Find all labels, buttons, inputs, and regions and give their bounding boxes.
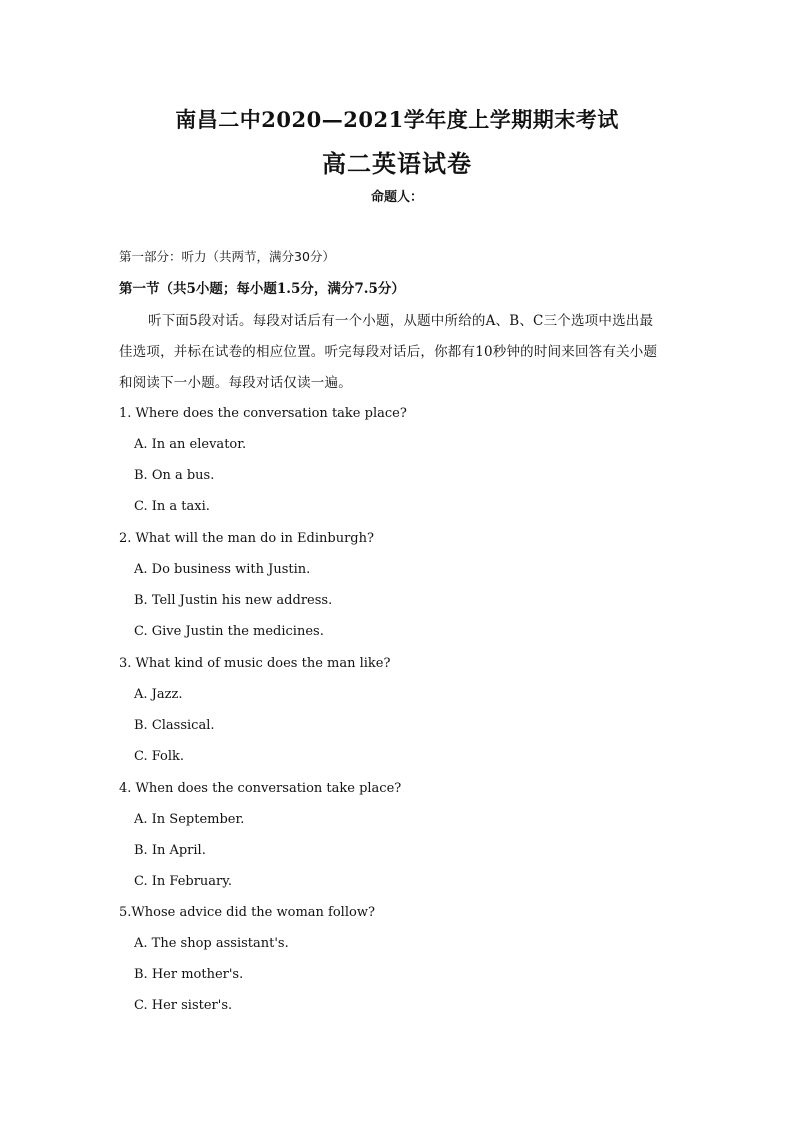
question-2-option-c: C. Give Justin the medicines.	[134, 624, 324, 639]
question-1: 1. Where does the conversation take place?	[119, 406, 407, 421]
question-5-option-b: B. Her mother's.	[134, 967, 244, 982]
question-3-option-b: B. Classical.	[134, 718, 215, 733]
instructions-line-1: 听下面5段对话。每段对话后有一个小题，从题中所给的A、B、C三个选项中选出最	[148, 313, 654, 329]
section-heading: 第一节（共5小题；每小题1.5分，满分7.5分）	[119, 281, 405, 297]
instructions-line-2: 佳选项，并标在试卷的相应位置。听完每段对话后，你都有10秒钟的时间来回答有关小题	[119, 344, 658, 360]
question-3-option-a: A. Jazz.	[134, 687, 183, 702]
author-label: 命题人：	[370, 190, 423, 205]
exam-title: 南昌二中2020—2021学年度上学期期末考试	[175, 107, 619, 132]
question-4-option-b: B. In April.	[134, 843, 206, 858]
instructions-line-3: 和阅读下一小题。每段对话仅读一遍。	[119, 375, 352, 391]
question-2-option-b: B. Tell Justin his new address.	[134, 593, 333, 608]
question-5: 5.Whose advice did the woman follow?	[119, 905, 375, 920]
question-1-option-b: B. On a bus.	[134, 468, 215, 483]
question-4: 4. When does the conversation take place?	[119, 781, 402, 796]
question-3: 3. What kind of music does the man like?	[119, 656, 391, 671]
question-1-option-c: C. In a taxi.	[134, 499, 210, 514]
question-3-option-c: C. Folk.	[134, 749, 185, 764]
part-heading: 第一部分：听力（共两节，满分30分）	[119, 249, 335, 264]
question-1-option-a: A. In an elevator.	[134, 437, 247, 452]
question-4-option-a: A. In September.	[134, 812, 245, 827]
question-4-option-c: C. In February.	[134, 874, 233, 889]
question-5-option-c: C. Her sister's.	[134, 998, 233, 1013]
exam-subtitle: 高二英语试卷	[322, 149, 472, 178]
question-2: 2. What will the man do in Edinburgh?	[119, 531, 374, 546]
question-2-option-a: A. Do business with Justin.	[134, 562, 311, 577]
question-5-option-a: A. The shop assistant's.	[134, 936, 289, 951]
